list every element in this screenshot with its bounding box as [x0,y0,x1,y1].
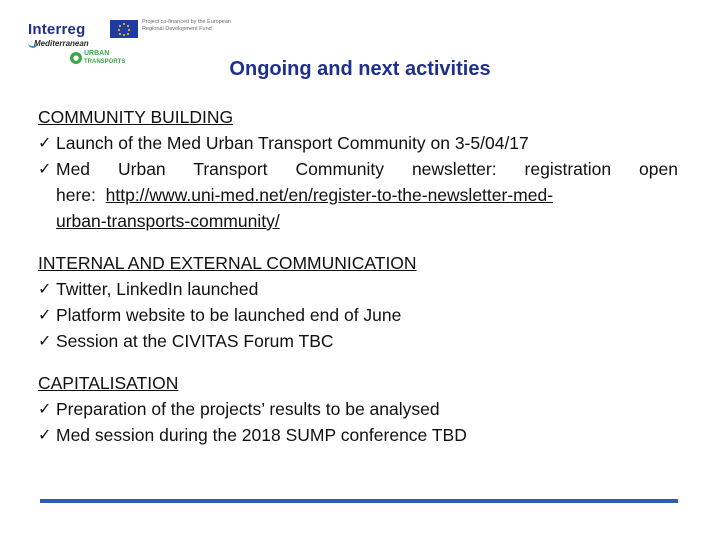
check-icon: ✓ [38,279,52,298]
project-name-line2: TRANSPORTS [84,59,126,65]
newsletter-link[interactable]: http://www.uni-med.net/en/register-to-the-newsletter-med- [105,185,554,205]
funding-text: Project co-financed by the European Regional Development Fund [142,19,231,32]
page-title: Ongoing and next activities [229,58,491,80]
newsletter-link-line: here: http://www.uni-med.net/en/register-to-the-newsletter-med- [56,185,554,205]
project-name-line1: URBAN [84,50,110,57]
list-item: ✓ Preparation of the projects’ results to be analysed [38,396,678,422]
list-item: ✓ Med session during the 2018 SUMP conference TBD [38,422,678,448]
footer-divider [40,499,678,503]
check-icon: ✓ [38,425,52,444]
section-communication [38,250,678,354]
section-community-building [38,104,678,234]
logo-name: Interreg [28,20,86,38]
check-icon: ✓ [38,133,52,152]
section-heading: CAPITALISATION [38,373,179,393]
newsletter-link-line2 [56,208,678,234]
check-icon: ✓ [38,331,52,350]
list-item: ✓ Platform website to be launched end of June [38,302,678,328]
section-capitalisation [38,370,678,448]
section-heading: INTERNAL AND EXTERNAL COMMUNICATION [38,253,417,273]
list-item-newsletter [38,156,678,234]
logo-program: Mediterranean [34,39,89,48]
eu-flag-icon [110,20,138,38]
check-icon: ✓ [38,159,52,178]
content-body [38,104,678,464]
list-item: ✓ Session at the CIVITAS Forum TBC [38,328,678,354]
urban-transports-badge-icon: ● [70,52,82,64]
list-item: ✓ Launch of the Med Urban Transport Community on 3-5/04/17 [38,130,678,156]
newsletter-link-continued[interactable]: urban-transports-community/ [56,211,280,231]
check-icon: ✓ [38,399,52,418]
list-item: ✓ Twitter, LinkedIn launched [38,276,678,302]
newsletter-text: Med Urban Transport Community newsletter: registration open [56,159,678,179]
check-icon: ✓ [38,305,52,324]
section-heading: COMMUNITY BUILDING [38,107,234,127]
